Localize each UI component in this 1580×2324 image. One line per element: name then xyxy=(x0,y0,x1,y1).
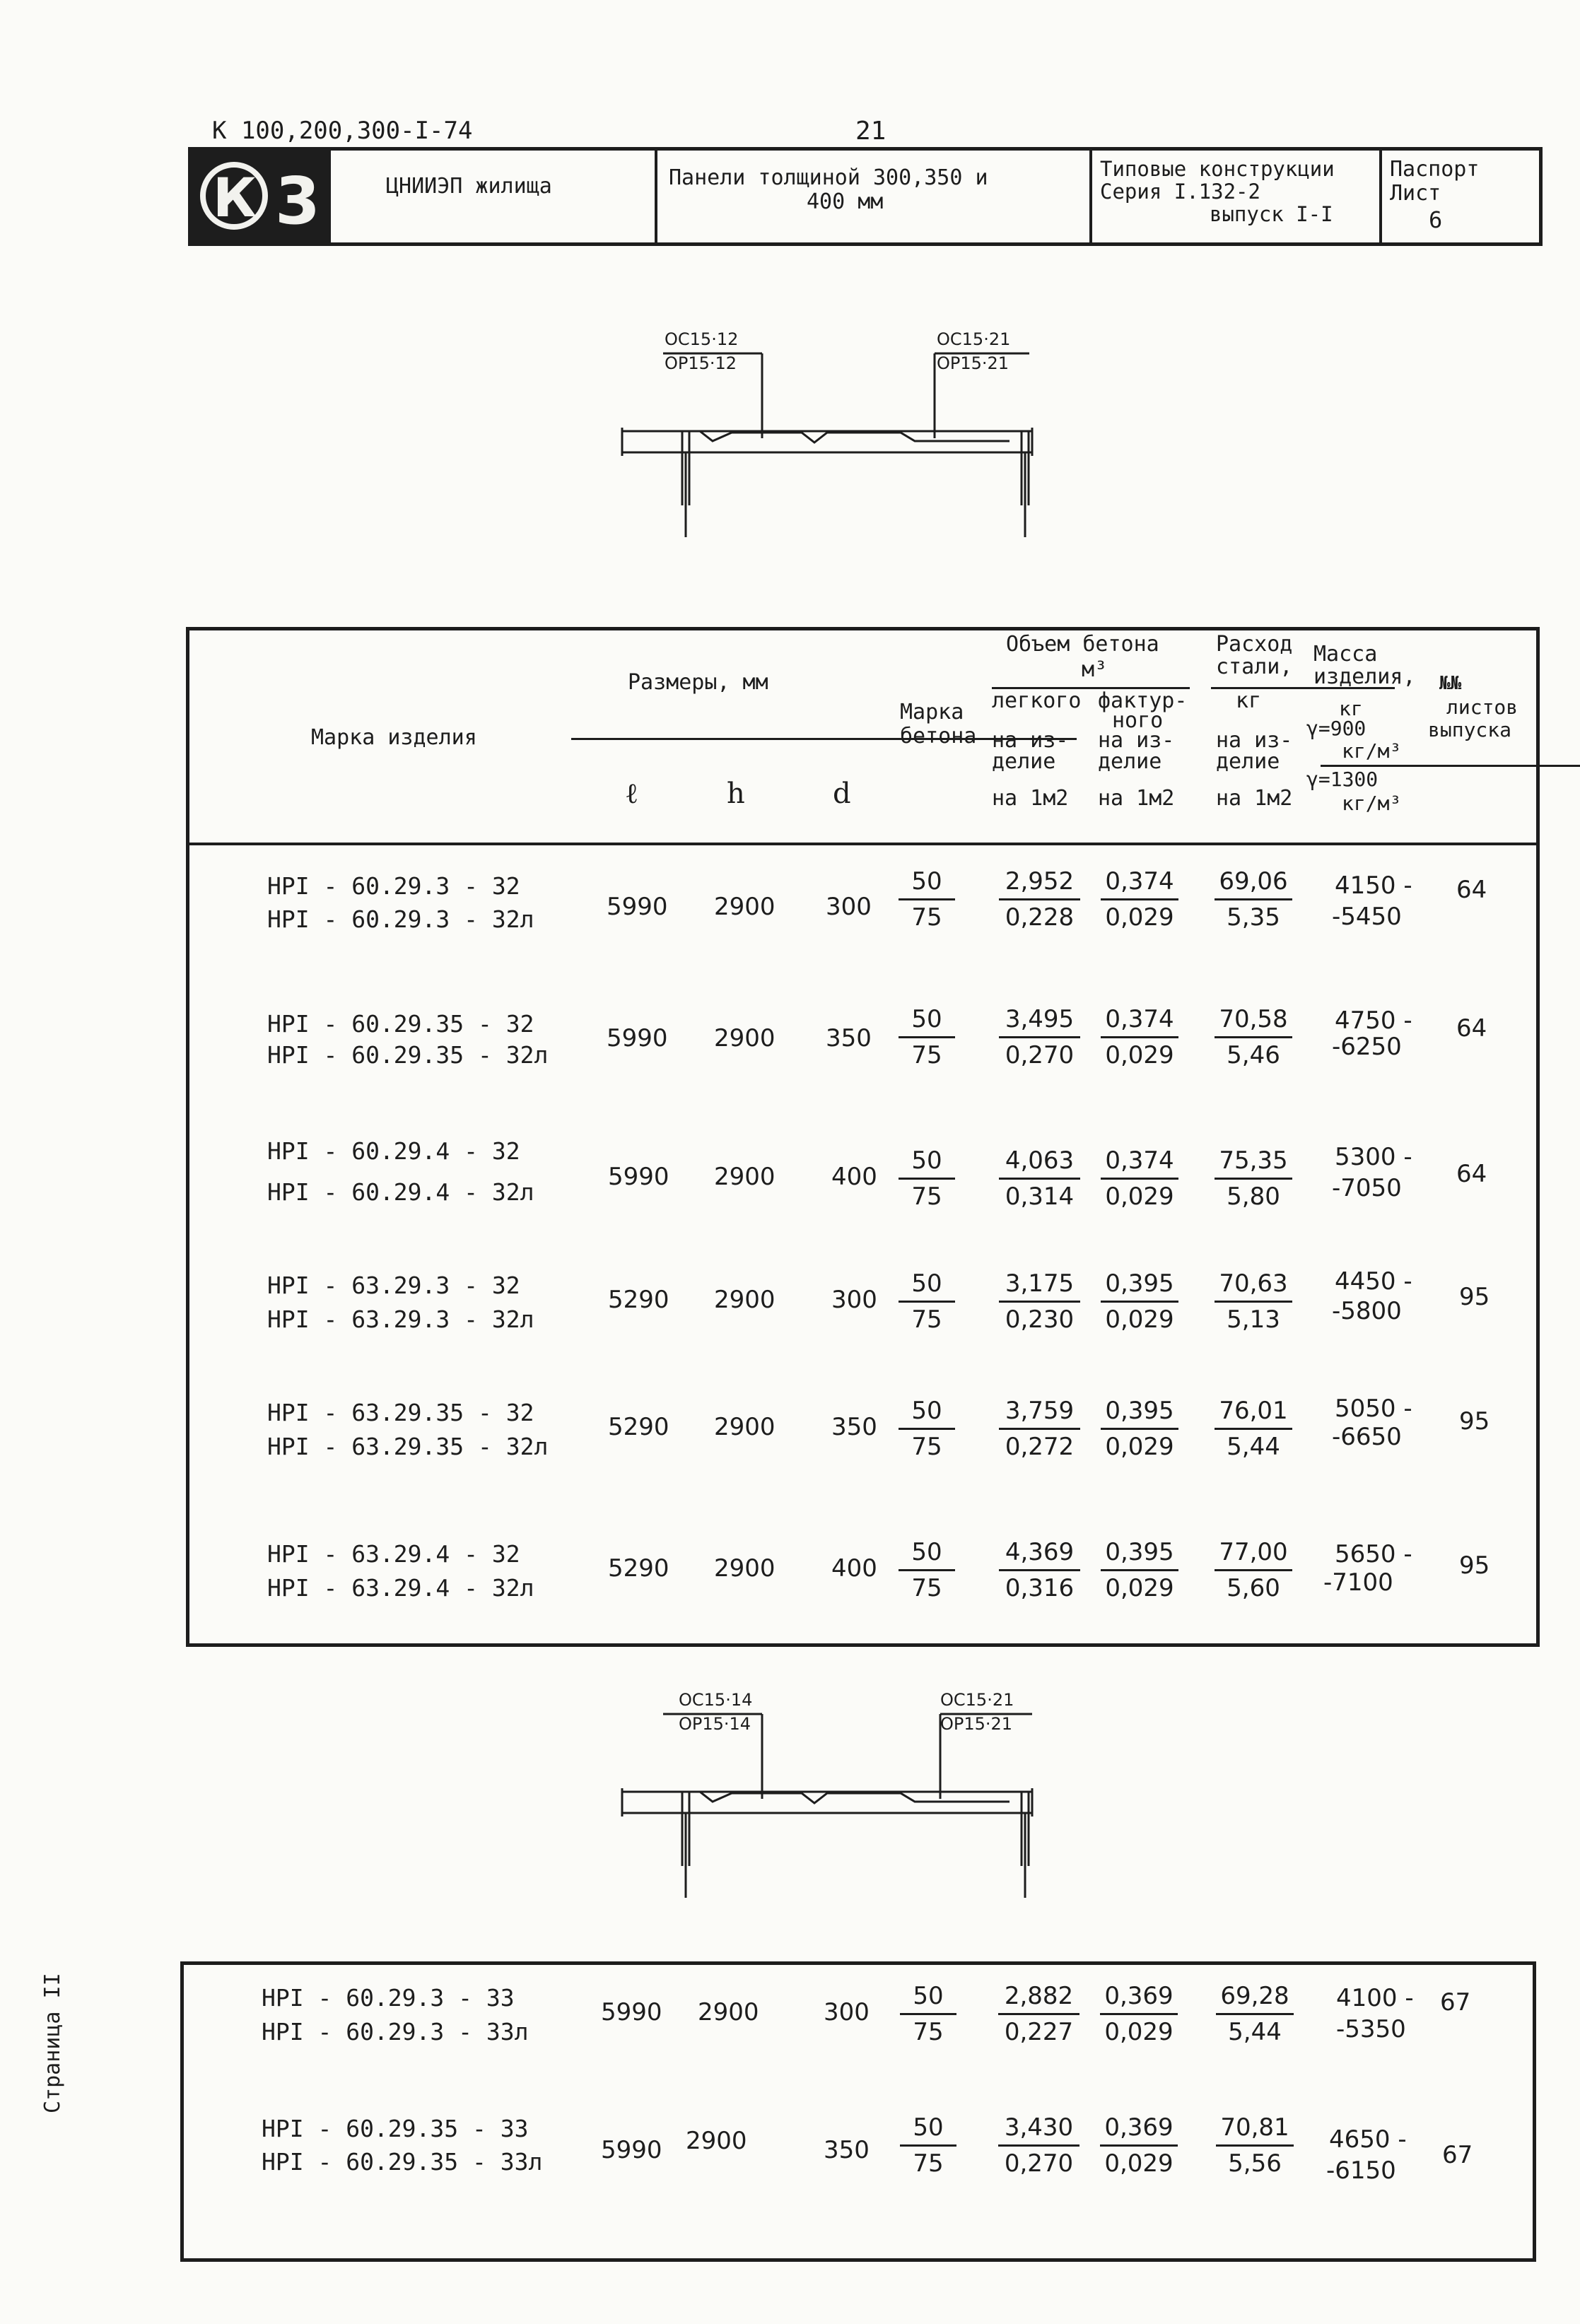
row-mark-right: НРI - 60.29.4 - 32л xyxy=(267,1178,534,1206)
cell-steel: $\frac{76,01}{5,44}$ xyxy=(1215,1397,1292,1461)
panel-section-diagram-1 xyxy=(608,325,1046,537)
cell-sheets: 95 xyxy=(1459,1407,1490,1436)
row-mark-right: НРI - 60.29.3 - 32л xyxy=(267,905,534,933)
cell-depth: 350 xyxy=(824,2136,870,2164)
cell-grade: $\frac{50}{75}$ xyxy=(900,2113,956,2178)
row-mark-right: НРI - 60.29.35 - 33л xyxy=(262,2148,543,2176)
cell-volume-light: $\frac{3,430}{0,270}$ xyxy=(998,2113,1079,2178)
cell-steel: $\frac{75,35}{5,80}$ xyxy=(1215,1146,1292,1211)
cell-volume-light: $\frac{3,759}{0,272}$ xyxy=(999,1397,1080,1461)
cell-length: 5290 xyxy=(608,1413,669,1441)
doc-title-line2: 400 мм xyxy=(807,189,884,214)
cell-mass-min: 5300 - xyxy=(1335,1143,1412,1171)
series-line1: Типовые конструкции xyxy=(1100,157,1335,181)
cell-depth: 300 xyxy=(824,1998,870,2026)
row-mark-left: НРI - 63.29.3 - 32 xyxy=(267,1272,520,1299)
cell-mass-max: -5800 xyxy=(1332,1297,1402,1325)
th-steel-per-item-1: на из- xyxy=(1216,728,1293,753)
cell-volume-light: $\frac{2,882}{0,227}$ xyxy=(998,1982,1079,2046)
cell-grade: $\frac{50}{75}$ xyxy=(899,867,955,932)
cell-height: 2900 xyxy=(714,893,776,921)
cell-mass-max: -7100 xyxy=(1323,1568,1393,1597)
cell-sheets: 95 xyxy=(1459,1551,1490,1580)
row-mark-left: НРI - 63.29.4 - 32 xyxy=(267,1540,520,1568)
th-gamma-1300-unit: кг/м³ xyxy=(1342,792,1402,815)
cell-mass-min: 5050 - xyxy=(1335,1395,1412,1423)
th-steel-1: Расход xyxy=(1216,632,1293,657)
cell-depth: 400 xyxy=(831,1554,877,1583)
cell-height: 2900 xyxy=(698,1998,759,2026)
cell-length: 5990 xyxy=(608,1163,669,1191)
cell-mass-min: 4150 - xyxy=(1335,872,1412,900)
cell-volume-light: $\frac{4,063}{0,314}$ xyxy=(999,1146,1080,1211)
cell-height: 2900 xyxy=(714,1554,776,1583)
cell-depth: 300 xyxy=(831,1286,877,1314)
cell-depth: 400 xyxy=(831,1163,877,1191)
th-sheets-2: листов xyxy=(1446,696,1518,719)
th-volume-1: Объем бетона xyxy=(1006,632,1159,657)
cell-depth: 350 xyxy=(831,1413,877,1441)
continuation-table xyxy=(180,1961,1536,2262)
cell-volume-facture: $\frac{0,374}{0,029}$ xyxy=(1101,867,1178,932)
cell-height: 2900 xyxy=(714,1024,776,1052)
cell-grade: $\frac{50}{75}$ xyxy=(899,1538,955,1602)
cell-grade: $\frac{50}{75}$ xyxy=(899,1146,955,1211)
th-facture-1: фактур- xyxy=(1098,688,1188,713)
cell-volume-facture: $\frac{0,369}{0,029}$ xyxy=(1100,1982,1178,2046)
th-gamma-900-unit: кг/м³ xyxy=(1342,739,1402,763)
cell-sheets: 95 xyxy=(1459,1283,1490,1311)
cell-mass-min: 4650 - xyxy=(1329,2125,1407,2154)
diagram1-left-label-top: ОС15·12 xyxy=(665,329,739,349)
cell-mass-min: 4100 - xyxy=(1336,1984,1414,2012)
th-sizes: Размеры, мм xyxy=(628,670,768,695)
row-mark-left: НРI - 60.29.35 - 32 xyxy=(267,1010,534,1038)
cell-length: 5290 xyxy=(608,1286,669,1314)
th-mark: Марка изделия xyxy=(311,725,477,750)
cell-volume-facture: $\frac{0,369}{0,029}$ xyxy=(1100,2113,1178,2178)
th-facture-per-m2: на 1м2 xyxy=(1098,786,1175,811)
series-line3: выпуск I-I xyxy=(1210,202,1333,226)
th-grade-1: Марка xyxy=(900,700,964,724)
row-mark-left: НРI - 60.29.3 - 32 xyxy=(267,872,520,900)
org-name: ЦНИИЭП жилища xyxy=(386,174,552,199)
th-light-per-item-1: на из- xyxy=(992,728,1069,753)
cell-steel: $\frac{69,28}{5,44}$ xyxy=(1216,1982,1294,2046)
row-mark-left: НРI - 60.29.35 - 33 xyxy=(262,2115,529,2142)
cell-volume-facture: $\frac{0,395}{0,029}$ xyxy=(1101,1538,1178,1602)
th-mass-unit: кг xyxy=(1339,697,1363,720)
th-gamma-900: γ=900 xyxy=(1306,717,1367,740)
cell-volume-facture: $\frac{0,395}{0,029}$ xyxy=(1101,1397,1178,1461)
cell-length: 5990 xyxy=(607,893,668,921)
cell-steel: $\frac{77,00}{5,60}$ xyxy=(1215,1538,1292,1602)
th-light-per-item-2: делие xyxy=(992,749,1056,774)
cell-volume-facture: $\frac{0,374}{0,029}$ xyxy=(1101,1005,1178,1069)
org-logo: К 3 xyxy=(192,151,328,242)
cell-grade: $\frac{50}{75}$ xyxy=(899,1269,955,1334)
row-mark-left: НРI - 60.29.4 - 32 xyxy=(267,1137,520,1165)
sheet-number: 6 xyxy=(1429,206,1443,233)
cell-mass-min: 4750 - xyxy=(1335,1007,1412,1035)
cell-length: 5990 xyxy=(607,1024,668,1052)
th-light: легкого xyxy=(992,688,1082,713)
title-block xyxy=(188,147,1543,246)
header-separator xyxy=(189,843,1536,845)
diagram2-left-label-bottom: ОР15·14 xyxy=(679,1714,751,1734)
cell-steel: $\frac{70,81}{5,56}$ xyxy=(1216,2113,1294,2178)
cell-mass-min: 5650 - xyxy=(1335,1540,1412,1568)
th-volume-2: м³ xyxy=(1082,657,1108,682)
cell-height: 2900 xyxy=(714,1413,776,1441)
th-height: h xyxy=(727,777,745,810)
th-light-per-m2: на 1м2 xyxy=(992,786,1069,811)
cell-mass-max: -6250 xyxy=(1332,1033,1402,1061)
row-mark-right: НРI - 60.29.3 - 33л xyxy=(262,2018,529,2046)
cell-mass-max: -6650 xyxy=(1332,1423,1402,1451)
cell-mass-max: -7050 xyxy=(1332,1174,1402,1202)
cell-grade: $\frac{50}{75}$ xyxy=(899,1005,955,1069)
cell-length: 5990 xyxy=(601,2136,662,2164)
cell-volume-facture: $\frac{0,374}{0,029}$ xyxy=(1101,1146,1178,1211)
diagram2-right-label-bottom: ОР15·21 xyxy=(940,1714,1013,1734)
cell-mass-min: 4450 - xyxy=(1335,1267,1412,1296)
th-sheets-1: №№ xyxy=(1439,673,1462,694)
th-sheets-3: выпуска xyxy=(1428,718,1512,741)
row-mark-left: НРI - 60.29.3 - 33 xyxy=(262,1984,515,2012)
main-table xyxy=(186,627,1540,1647)
cell-grade: $\frac{50}{75}$ xyxy=(899,1397,955,1461)
th-gamma-1300: γ=1300 xyxy=(1306,768,1379,791)
cell-mass-max: -5450 xyxy=(1332,903,1402,931)
cell-height: 2900 xyxy=(686,2127,747,2155)
cell-depth: 300 xyxy=(826,893,872,921)
series-line2: Серия I.132-2 xyxy=(1100,180,1260,204)
cell-volume-light: $\frac{3,495}{0,270}$ xyxy=(999,1005,1080,1069)
diagram2-right-label-top: ОС15·21 xyxy=(940,1690,1014,1710)
th-depth: d xyxy=(833,777,851,810)
cell-grade: $\frac{50}{75}$ xyxy=(900,1982,956,2046)
th-mass-1: Масса xyxy=(1313,642,1378,667)
document-code: К 100,200,300-I-74 xyxy=(212,117,473,145)
th-facture-per-item-2: делие xyxy=(1098,749,1162,774)
row-mark-right: НРI - 63.29.3 - 32л xyxy=(267,1305,534,1333)
cell-sheets: 64 xyxy=(1456,1014,1487,1043)
th-mass-2: изделия, xyxy=(1313,664,1416,689)
row-mark-right: НРI - 63.29.4 - 32л xyxy=(267,1574,534,1602)
th-length: ℓ xyxy=(625,777,639,810)
cell-mass-max: -6150 xyxy=(1326,2156,1396,2185)
th-steel-3: кг xyxy=(1236,688,1262,713)
th-steel-per-item-2: делие xyxy=(1216,749,1280,774)
cell-steel: $\frac{69,06}{5,35}$ xyxy=(1215,867,1292,932)
cell-mass-max: -5350 xyxy=(1336,2015,1406,2043)
cell-steel: $\frac{70,63}{5,13}$ xyxy=(1215,1269,1292,1334)
cell-volume-light: $\frac{3,175}{0,230}$ xyxy=(999,1269,1080,1334)
diagram1-right-label-bottom: ОР15·21 xyxy=(937,353,1010,373)
row-mark-right: НРI - 63.29.35 - 32л xyxy=(267,1433,549,1460)
cell-sheets: 67 xyxy=(1442,2141,1473,2169)
th-facture-per-item-1: на из- xyxy=(1098,728,1175,753)
row-mark-left: НРI - 63.29.35 - 32 xyxy=(267,1399,534,1426)
diagram2-left-label-top: ОС15·14 xyxy=(679,1690,753,1710)
cell-sheets: 64 xyxy=(1456,876,1487,904)
page-side-note: Страница II xyxy=(40,1973,65,2113)
th-steel-2: стали, xyxy=(1216,655,1293,679)
cell-volume-light: $\frac{2,952}{0,228}$ xyxy=(999,867,1080,932)
cell-volume-light: $\frac{4,369}{0,316}$ xyxy=(999,1538,1080,1602)
page-number: 21 xyxy=(855,117,886,146)
th-grade-2: бетона xyxy=(900,724,977,749)
cell-height: 2900 xyxy=(714,1286,776,1314)
cell-sheets: 64 xyxy=(1456,1160,1487,1188)
th-facture-2: ного xyxy=(1112,708,1164,733)
cell-height: 2900 xyxy=(714,1163,776,1191)
cell-depth: 350 xyxy=(826,1024,872,1052)
row-mark-right: НРI - 60.29.35 - 32л xyxy=(267,1041,549,1069)
doc-title-line1: Панели толщиной 300,350 и xyxy=(669,165,988,190)
passport-label: Паспорт xyxy=(1390,157,1480,182)
cell-sheets: 67 xyxy=(1440,1988,1471,2017)
diagram1-right-label-top: ОС15·21 xyxy=(937,329,1011,349)
cell-steel: $\frac{70,58}{5,46}$ xyxy=(1215,1005,1292,1069)
cell-length: 5290 xyxy=(608,1554,669,1583)
cell-volume-facture: $\frac{0,395}{0,029}$ xyxy=(1101,1269,1178,1334)
panel-section-diagram-2 xyxy=(608,1686,1046,1898)
th-steel-per-m2: на 1м2 xyxy=(1216,786,1293,811)
sheet-label: Лист xyxy=(1390,181,1441,206)
diagram1-left-label-bottom: ОР15·12 xyxy=(665,353,737,373)
cell-length: 5990 xyxy=(601,1998,662,2026)
mass-underline xyxy=(1321,765,1580,767)
